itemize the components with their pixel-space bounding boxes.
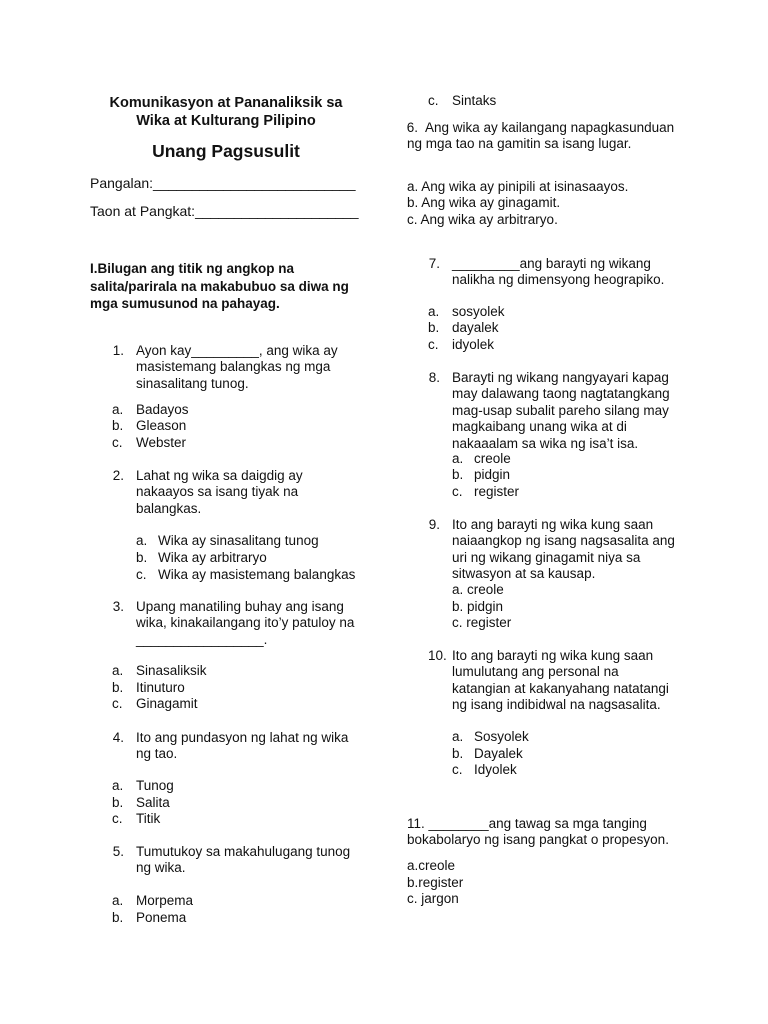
question-10-option-b: Dayalek: [474, 746, 523, 761]
question-1-option-b: Gleason: [136, 418, 187, 433]
question-8-option-a: creole: [474, 451, 511, 466]
question-7-option-a: sosyolek: [452, 304, 505, 319]
question-11-option-b: b.register: [407, 875, 464, 890]
question-6-text: Ang wika ay kailangang napagkasunduan ng mga tao na gamitin sa isang lugar.: [407, 120, 675, 152]
question-5-option-b: Ponema: [136, 910, 187, 925]
question-4-option-a: Tunog: [136, 778, 174, 793]
question-1-text: Ayon kay_________, ang wika ay masistemang balangkas ng mga sinasalitang tunog.: [136, 343, 338, 391]
question-5-option-a-letter: a.: [112, 893, 124, 908]
question-3-option-a: Sinasaliksik: [136, 663, 207, 678]
question-2-text: Lahat ng wika sa daigdig ay nakaayos sa isang tiyak na balangkas.: [136, 468, 303, 516]
question-4-number: 4.: [112, 730, 124, 745]
question-5-option-c-letter: c.: [428, 93, 439, 108]
question-3-number: 3.: [112, 599, 124, 614]
question-5-option-b-letter: b.: [112, 910, 124, 925]
question-10-option-a-letter: a.: [452, 729, 464, 744]
question-11-option-a: a.creole: [407, 858, 456, 873]
question-2-option-c: Wika ay masistemang balangkas: [158, 567, 356, 582]
question-9-option-b: b. pidgin: [452, 599, 504, 614]
question-9-option-a: a. creole: [452, 582, 504, 597]
question-3-option-a-letter: a.: [112, 663, 124, 678]
question-8-option-a-letter: a.: [452, 451, 464, 466]
question-8-text: Barayti ng wikang nangyayari kapag may dalawang taong nagtatangkang mag-usap subalit pareho silang may magkaibang unang wika at di nakaaalam sa wika ng isa’t isa.: [452, 370, 670, 451]
question-10-option-c: Idyolek: [474, 762, 517, 777]
question-6-option-a: a. Ang wika ay pinipili at isinasaayos.: [407, 179, 629, 194]
question-7-option-b: dayalek: [452, 320, 499, 335]
question-4-text: Ito ang pundasyon ng lahat ng wika ng tao.: [136, 730, 349, 762]
question-9-text: Ito ang barayti ng wika kung saan naiaangkop ng isang nagsasalita ang uri ng wikang ginagamit niya sa sitwasyon at sa kausap.: [452, 517, 675, 582]
question-10-option-c-letter: c.: [452, 762, 463, 777]
question-5-number: 5.: [112, 844, 124, 859]
question-2-option-a: Wika ay sinasalitang tunog: [158, 533, 319, 548]
question-1-option-a: Badayos: [136, 402, 189, 417]
question-7-option-b-letter: b.: [428, 320, 440, 335]
question-3-option-c: Ginagamit: [136, 696, 198, 711]
question-1-option-c-letter: c.: [112, 435, 123, 450]
question-7-option-c-letter: c.: [428, 337, 439, 352]
question-7-text: _________ang barayti ng wikang nalikha ng dimensyong heograpiko.: [452, 256, 665, 288]
question-6-number: 6.: [406, 120, 418, 135]
document-subtitle: Unang Pagsusulit: [152, 141, 300, 161]
question-4-option-a-letter: a.: [112, 778, 124, 793]
question-4-option-b-letter: b.: [112, 795, 124, 810]
question-2-option-b: Wika ay arbitraryo: [158, 550, 267, 565]
question-8-number: 8.: [428, 370, 440, 385]
question-4-option-b: Salita: [136, 795, 170, 810]
title-line-2: Wika at Kulturang Pilipino: [136, 113, 316, 129]
name-field: Pangalan:__________________________: [90, 175, 356, 191]
question-7-option-a-letter: a.: [428, 304, 440, 319]
section-field: Taon at Pangkat:_____________________: [90, 203, 359, 219]
question-2-number: 2.: [112, 468, 124, 483]
question-10-option-b-letter: b.: [452, 746, 464, 761]
question-3-option-c-letter: c.: [112, 696, 123, 711]
question-2-option-a-letter: a.: [136, 533, 148, 548]
question-11-option-c: c. jargon: [407, 891, 459, 906]
question-3-option-b: Itinuturo: [136, 680, 185, 695]
question-2-option-c-letter: c.: [136, 567, 147, 582]
question-11-text: 11. ________ang tawag sa mga tanging bokabolaryo ng isang pangkat o propesyon.: [407, 816, 669, 848]
question-6-option-b: b. Ang wika ay ginagamit.: [407, 195, 561, 210]
question-1-number: 1.: [112, 343, 124, 358]
question-9-number: 9.: [428, 517, 440, 532]
question-8-option-b-letter: b.: [452, 467, 464, 482]
document-title: [76, 94, 376, 130]
question-9-option-c: c. register: [452, 615, 512, 630]
question-5-option-c: Sintaks: [452, 93, 497, 108]
question-8-option-c: register: [474, 484, 520, 499]
question-5-option-a: Morpema: [136, 893, 194, 908]
question-10-option-a: Sosyolek: [474, 729, 529, 744]
question-1-option-c: Webster: [136, 435, 187, 450]
question-1-option-b-letter: b.: [112, 418, 124, 433]
question-3-text: Upang manatiling buhay ang isang wika, kinakailangang ito’y patuloy na _________________.: [136, 599, 355, 647]
question-3-option-b-letter: b.: [112, 680, 124, 695]
question-4-option-c: Titik: [136, 811, 161, 826]
question-8-option-c-letter: c.: [452, 484, 463, 499]
question-10-text: Ito ang barayti ng wika kung saan lumulutang ang personal na katangian at kakanyahang natatangi ng isang indibidwal na nagsasalita.: [452, 648, 669, 713]
question-7-option-c: idyolek: [452, 337, 495, 352]
question-10-number: 10.: [428, 648, 447, 663]
question-5-text: Tumutukoy sa makahulugang tunog ng wika.: [136, 844, 351, 876]
instruction-text: I.Bilugan ang titik ng angkop na salita/parirala na makabubuo sa diwa ng mga sumusunod na pahayag.: [90, 261, 349, 311]
question-7-number: 7.: [428, 256, 440, 271]
title-line-1: Komunikasyon at Pananaliksik sa: [109, 95, 343, 111]
question-2-option-b-letter: b.: [136, 550, 148, 565]
question-1-option-a-letter: a.: [112, 402, 124, 417]
question-4-option-c-letter: c.: [112, 811, 123, 826]
question-6-option-c: c. Ang wika ay arbitraryo.: [407, 212, 558, 227]
question-8-option-b: pidgin: [474, 467, 511, 482]
